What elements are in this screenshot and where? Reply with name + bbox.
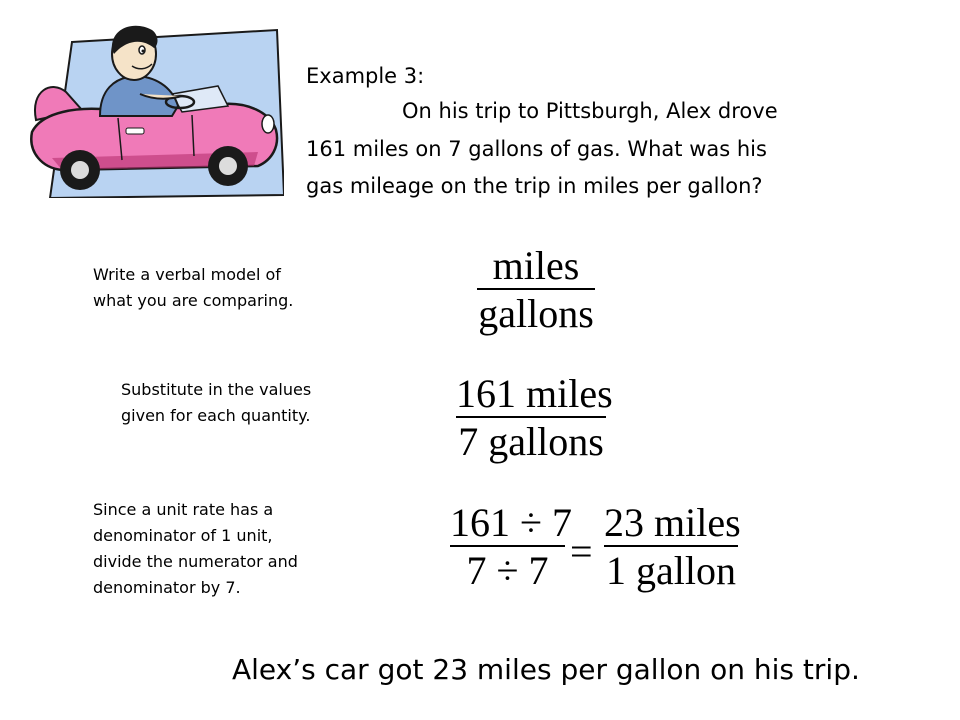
fraction-bar <box>477 288 595 290</box>
verbal-model-fraction <box>477 243 595 336</box>
step-1-line-1: Write a verbal model of <box>93 265 281 284</box>
division-fraction <box>450 500 572 593</box>
fraction-denominator: 7 ÷ 7 <box>466 548 549 593</box>
step-3-line-4: denominator by 7. <box>93 578 241 597</box>
substituted-fraction <box>456 371 613 464</box>
fraction-numerator: miles <box>492 243 580 288</box>
fraction-denominator: 1 gallon <box>606 548 736 593</box>
fraction-numerator: 161 miles <box>456 371 613 416</box>
fraction-bar <box>450 545 565 547</box>
step-2-instruction <box>121 377 311 429</box>
equals-sign: = <box>570 529 593 574</box>
fraction-bar <box>456 416 606 418</box>
fraction-numerator: 161 ÷ 7 <box>450 500 572 545</box>
example-label: Example 3: <box>306 64 425 88</box>
problem-line-1: On his trip to Pittsburgh, Alex drove <box>402 99 778 123</box>
fraction-bar <box>604 545 738 547</box>
fraction-denominator: gallons <box>478 291 594 336</box>
step-3-instruction <box>93 497 298 601</box>
fraction-numerator: 23 miles <box>604 500 741 545</box>
step-2-line-2: given for each quantity. <box>121 406 311 425</box>
step-3-line-2: denominator of 1 unit, <box>93 526 273 545</box>
conclusion-text: Alex’s car got 23 miles per gallon on his trip. <box>232 653 860 686</box>
man-driving-car-icon <box>22 20 284 198</box>
step-2-line-1: Substitute in the values <box>121 380 312 399</box>
fraction-denominator: 7 gallons <box>458 419 604 464</box>
step-3-line-1: Since a unit rate has a <box>93 500 274 519</box>
step-3-line-3: divide the numerator and <box>93 552 298 571</box>
step-1-line-2: what you are comparing. <box>93 291 294 310</box>
problem-line-3: gas mileage on the trip in miles per gallon? <box>306 174 763 198</box>
problem-line-2: 161 miles on 7 gallons of gas. What was his <box>306 137 767 161</box>
unit-rate-fraction <box>604 500 741 593</box>
step-1-instruction <box>93 262 293 314</box>
